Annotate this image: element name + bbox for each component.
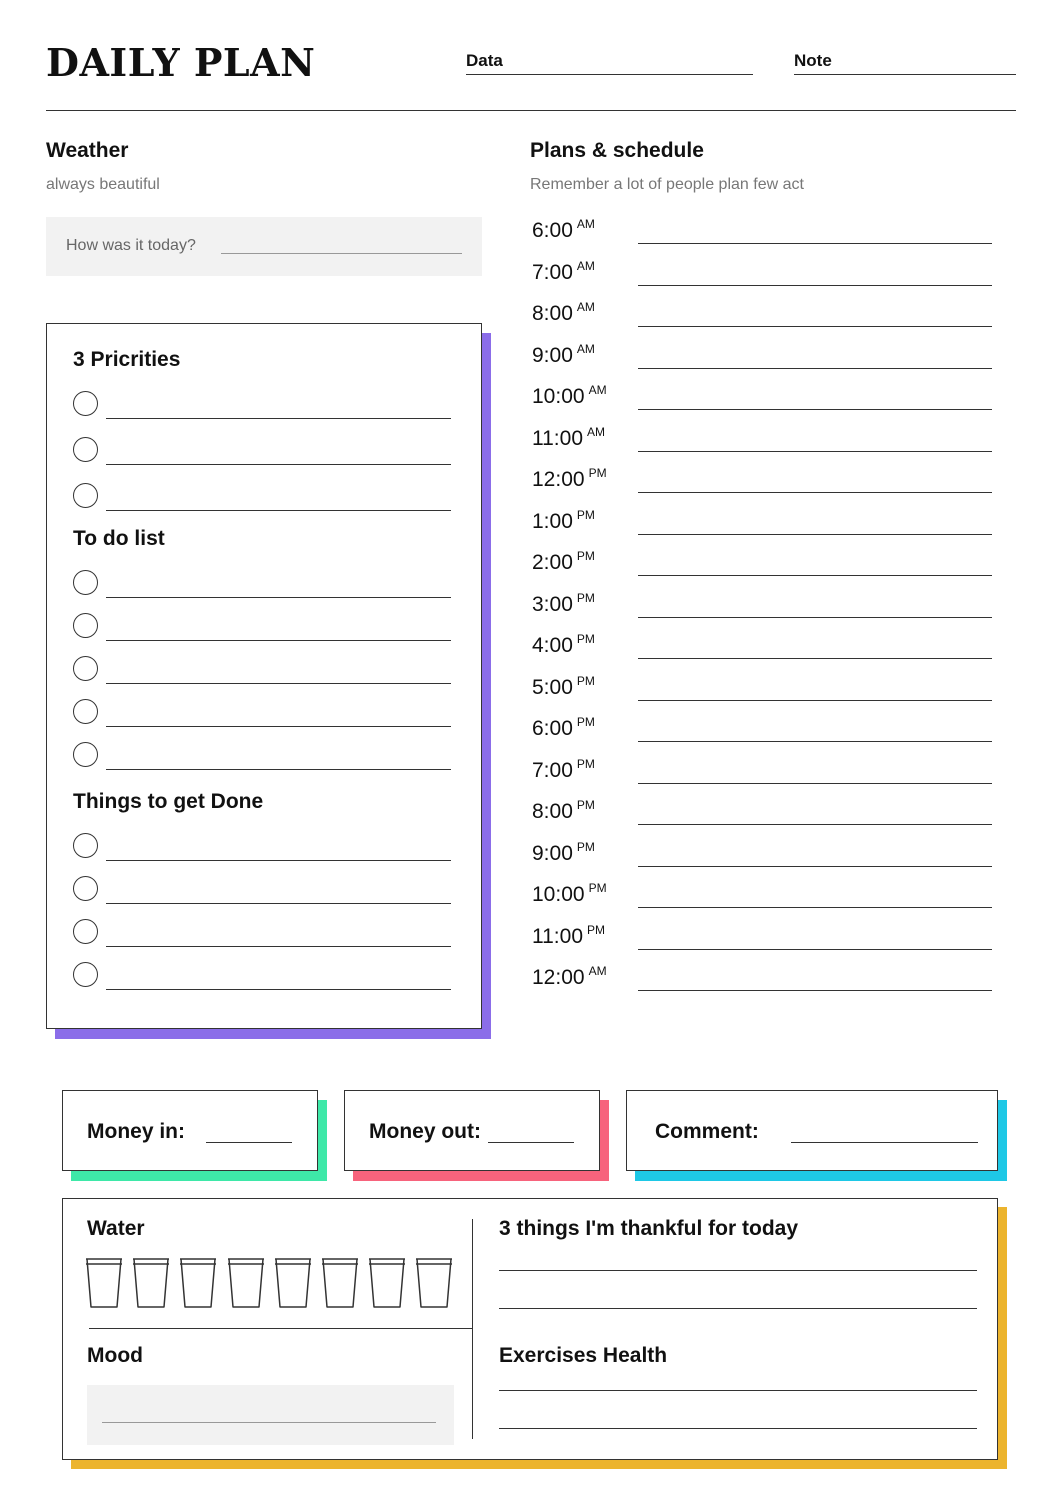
schedule-hour: 8:00 [532,800,573,823]
schedule-hour: 6:00 [532,717,573,740]
water-cup-icon[interactable] [274,1257,312,1309]
schedule-row[interactable] [530,754,992,784]
schedule-hour: 9:00 [532,841,573,865]
exercise-title: Exercises Health [499,1344,668,1367]
schedule-row[interactable] [530,795,992,825]
schedule-period: AM [588,964,607,978]
thankful-line[interactable] [499,1308,977,1309]
money-in-label: Money in: [87,1120,185,1143]
exercise-line[interactable] [499,1428,977,1429]
schedule-row[interactable] [530,712,992,742]
schedule-hour: 5:00 [532,675,573,699]
schedule-row[interactable] [530,588,992,618]
header-divider [46,110,1016,111]
comment-field[interactable] [791,1142,978,1143]
schedule-period: AM [576,341,595,356]
water-mood-divider [89,1328,472,1329]
schedule-row[interactable] [530,339,992,369]
checkbox-circle-icon[interactable] [73,570,98,595]
weather-subtitle: always beautiful [46,176,160,193]
money-in-card [62,1090,318,1171]
schedule-line[interactable] [638,990,992,991]
checkbox-circle-icon[interactable] [73,656,98,681]
done-item[interactable] [73,917,451,947]
checkbox-circle-icon[interactable] [73,699,98,724]
schedule-row[interactable] [530,297,992,327]
schedule-period: PM [576,839,595,854]
schedule-hour: 2:00 [532,551,573,574]
schedule-period: PM [576,715,595,729]
schedule-hour: 12:00 [532,966,585,989]
money-out-field[interactable] [488,1142,574,1143]
schedule-hour: 10:00 [532,385,585,408]
schedule-hour: 4:00 [532,634,573,657]
schedule-row[interactable] [530,629,992,659]
schedule-period: PM [576,756,595,771]
schedule-line[interactable] [638,907,992,908]
done-item[interactable] [73,831,451,861]
schedule-hour: 7:00 [532,260,573,284]
mood-title: Mood [87,1344,143,1367]
schedule-time [532,508,595,534]
water-cup-icon[interactable] [368,1257,406,1309]
date-label: Data [466,51,503,70]
priority-item[interactable] [73,481,451,511]
schedule-time [532,715,595,741]
schedule-line[interactable] [638,575,992,576]
schedule-period: PM [576,590,595,605]
water-cup-icon[interactable] [415,1257,453,1309]
priority-item[interactable] [73,389,451,419]
money-out-card [344,1090,600,1171]
schedule-line[interactable] [638,243,992,244]
money-in-field[interactable] [206,1142,292,1143]
water-cup-icon[interactable] [132,1257,170,1309]
schedule-time [532,342,595,368]
schedule-row[interactable] [530,961,992,991]
schedule-time [532,425,605,451]
schedule-time [532,383,607,409]
schedule-row[interactable] [530,380,992,410]
water-cup-icon[interactable] [179,1257,217,1309]
todo-item[interactable] [73,740,451,770]
note-field[interactable] [794,74,1016,75]
schedule-period: AM [588,383,607,397]
schedule-line[interactable] [638,617,992,618]
schedule-time [532,674,595,700]
priorities-title: 3 Pricrities [73,348,181,371]
exercise-line[interactable] [499,1390,977,1391]
schedule-row[interactable] [530,505,992,535]
weather-title: Weather [46,139,129,162]
schedule-line[interactable] [638,492,992,493]
comment-label: Comment: [655,1120,759,1143]
done-title: Things to get Done [73,790,264,813]
schedule-hour: 3:00 [532,592,573,616]
schedule-hour: 8:00 [532,302,573,325]
schedule-line[interactable] [638,409,992,410]
column-divider [472,1219,473,1439]
schedule-period: PM [588,881,607,895]
water-cup-icon[interactable] [227,1257,265,1309]
schedule-line[interactable] [638,658,992,659]
thankful-title: 3 things I'm thankful for today [499,1217,799,1240]
mood-input-box[interactable] [87,1385,454,1445]
weather-input-box[interactable] [46,217,482,276]
schedule-line[interactable] [638,783,992,784]
todo-item[interactable] [73,654,451,684]
checkbox-circle-icon[interactable] [73,962,98,987]
schedule-period: PM [576,798,595,812]
schedule-period: AM [576,217,595,231]
checkbox-circle-icon[interactable] [73,613,98,638]
note-label: Note [794,51,832,70]
priority-item[interactable] [73,435,451,465]
schedule-time [532,840,595,866]
weather-prompt: How was it today? [66,237,196,254]
schedule-hour: 6:00 [532,219,573,242]
schedule-time [532,632,595,658]
todo-item[interactable] [73,568,451,598]
water-title: Water [87,1217,145,1240]
schedule-row[interactable] [530,920,992,950]
schedule-row[interactable] [530,671,992,701]
schedule-line[interactable] [638,741,992,742]
schedule-time [532,466,607,492]
schedule-period: PM [576,507,595,522]
mood-input-line[interactable] [102,1422,436,1423]
schedule-time [532,964,607,990]
schedule-hour: 12:00 [532,468,585,491]
schedule-period: PM [576,673,595,688]
water-cup-icon[interactable] [321,1257,359,1309]
schedule-period: AM [576,258,595,273]
tasks-card [46,323,482,1029]
schedule-subtitle: Remember a lot of people plan few act [530,176,804,193]
checkbox-circle-icon[interactable] [73,876,98,901]
schedule-row[interactable] [530,256,992,286]
schedule-row[interactable] [530,463,992,493]
schedule-period: PM [576,632,595,646]
schedule-hour: 11:00 [532,426,583,450]
schedule-period: AM [587,424,605,439]
schedule-time [532,217,595,243]
schedule-row[interactable] [530,837,992,867]
done-item[interactable] [73,874,451,904]
thankful-line[interactable] [499,1270,977,1271]
schedule-period: PM [587,922,605,937]
schedule-time [532,259,595,285]
bottom-card [62,1198,998,1460]
schedule-hour: 11:00 [532,924,583,948]
todo-item[interactable] [73,697,451,727]
checkbox-circle-icon[interactable] [73,742,98,767]
schedule-row[interactable] [530,878,992,908]
date-field[interactable] [466,74,753,75]
schedule-row[interactable] [530,546,992,576]
schedule-hour: 1:00 [532,509,573,533]
done-item[interactable] [73,960,451,990]
schedule-hour: 9:00 [532,343,573,367]
schedule-row[interactable] [530,422,992,452]
checkbox-circle-icon[interactable] [73,483,98,508]
schedule-line[interactable] [638,866,992,867]
schedule-period: AM [576,300,595,314]
schedule-time [532,549,595,575]
money-out-label: Money out: [369,1120,481,1143]
todo-item[interactable] [73,611,451,641]
schedule-period: PM [576,549,595,563]
schedule-time [532,300,595,326]
schedule-line[interactable] [638,451,992,452]
schedule-time [532,591,595,617]
schedule-period: PM [588,466,607,480]
checkbox-circle-icon[interactable] [73,919,98,944]
schedule-line[interactable] [638,949,992,950]
schedule-line[interactable] [638,285,992,286]
water-cup-icon[interactable] [85,1257,123,1309]
schedule-title: Plans & schedule [530,139,704,162]
schedule-time [532,881,607,907]
schedule-line[interactable] [638,700,992,701]
checkbox-circle-icon[interactable] [73,437,98,462]
schedule-hour: 10:00 [532,883,585,906]
schedule-row[interactable] [530,214,992,244]
page-title: DAILY PLAN [46,40,316,85]
comment-card [626,1090,998,1171]
weather-input-line[interactable] [221,253,462,254]
schedule-line[interactable] [638,326,992,327]
todo-title: To do list [73,527,165,550]
schedule-hour: 7:00 [532,758,573,782]
checkbox-circle-icon[interactable] [73,391,98,416]
schedule-line[interactable] [638,824,992,825]
schedule-time [532,923,605,949]
schedule-line[interactable] [638,368,992,369]
schedule-time [532,757,595,783]
checkbox-circle-icon[interactable] [73,833,98,858]
schedule-time [532,798,595,824]
schedule-line[interactable] [638,534,992,535]
